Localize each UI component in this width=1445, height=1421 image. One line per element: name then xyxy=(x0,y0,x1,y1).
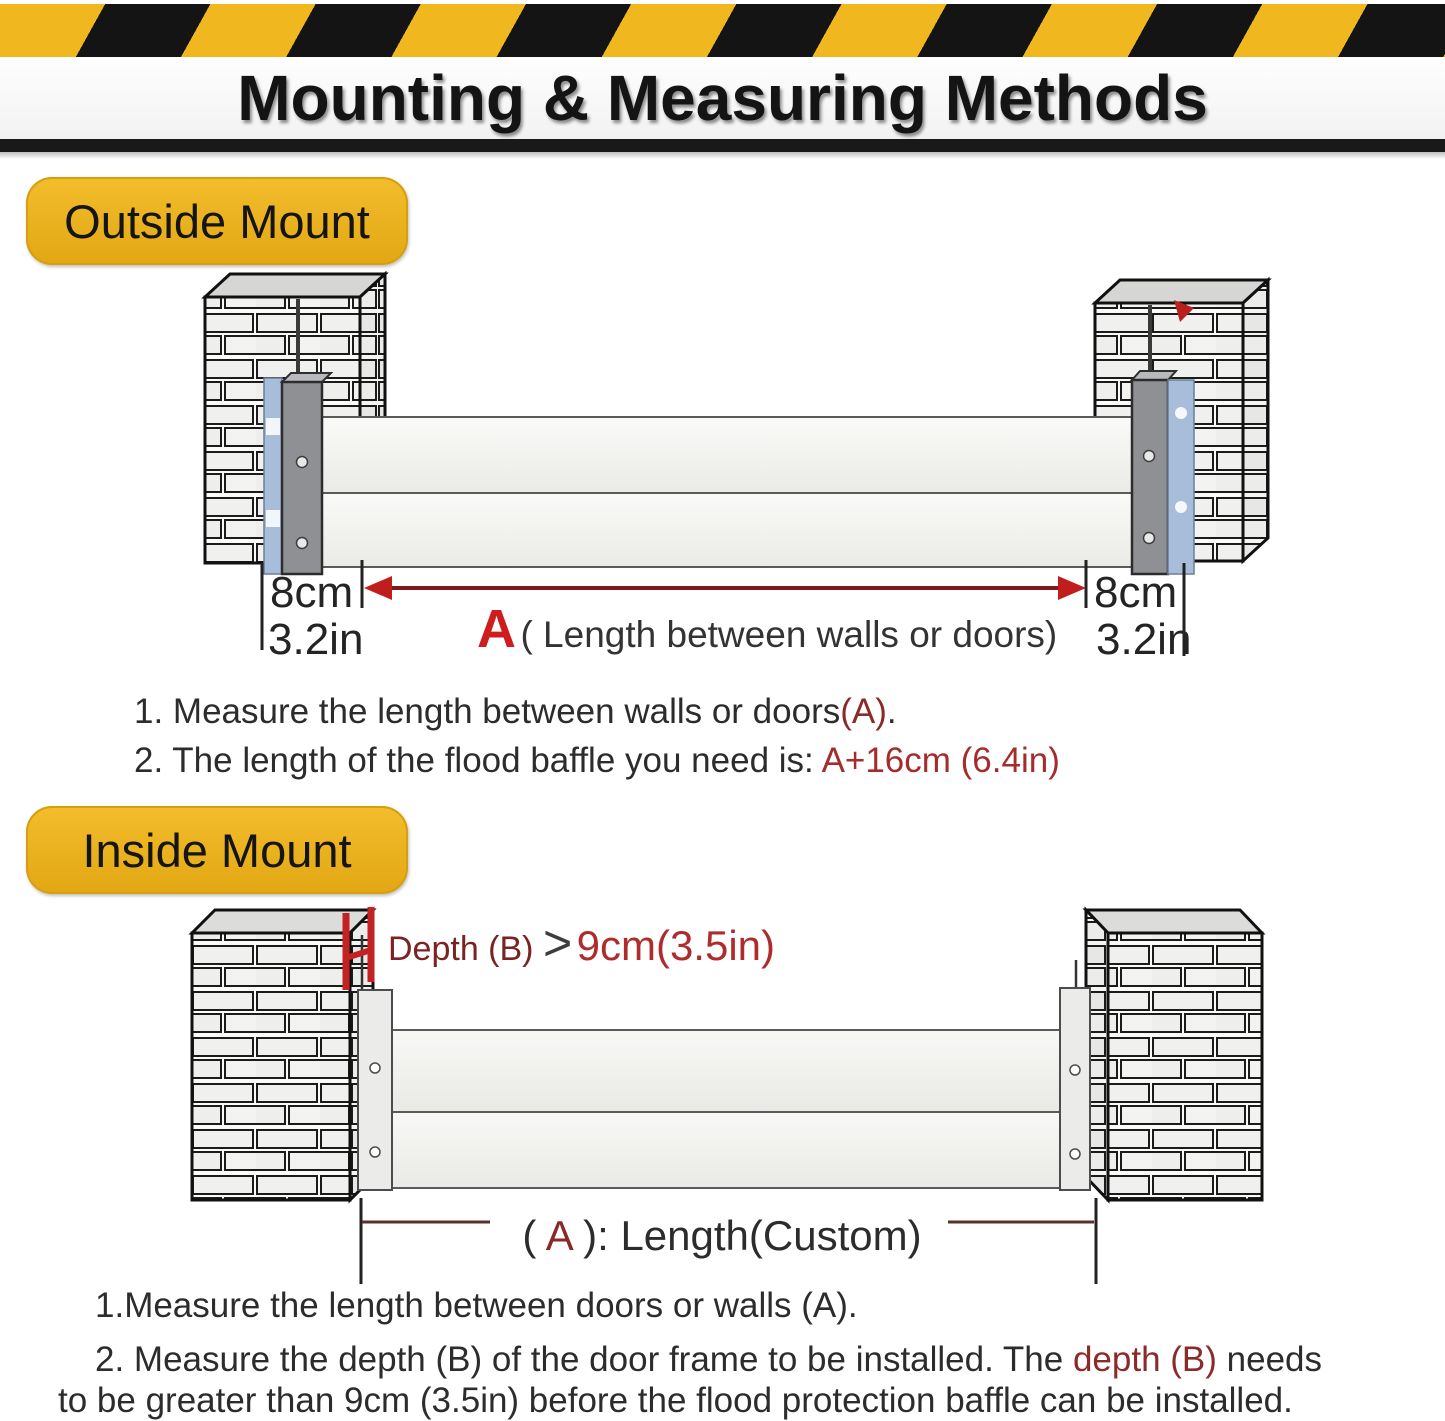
left-offset-in: 3.2in xyxy=(268,615,364,664)
inside-step-2: 2. Measure the depth (B) of the door frame to be installed. The depth (B) needs xyxy=(95,1340,1323,1379)
plate-hole xyxy=(370,1147,380,1157)
span-label: A ( Length between walls or doors) xyxy=(477,599,1058,659)
bracket-hole xyxy=(1144,533,1155,544)
header-divider-bar xyxy=(0,139,1445,152)
inside-mount-badge xyxy=(26,806,408,894)
outside-mount-badge-label: Outside Mount xyxy=(64,194,370,248)
flood-barrier-panels xyxy=(322,417,1132,567)
outside-step-1: 1. Measure the length between walls or doors(A). xyxy=(134,692,897,731)
seal-strip-left xyxy=(264,378,282,574)
right-offset-cm: 8cm xyxy=(1094,568,1178,617)
mounting-plate-right xyxy=(1060,960,1090,1190)
seal-strip-right xyxy=(1168,380,1194,574)
inside-step-3: to be greater than 9cm (3.5in) before the flood protection baffle can be installed. xyxy=(58,1381,1293,1420)
arrowhead-right xyxy=(1058,576,1086,600)
plate-hole xyxy=(1070,1065,1080,1075)
outside-step-2-highlight: A+16cm (6.4in) xyxy=(821,741,1060,780)
header-divider-shadow xyxy=(0,152,1445,159)
title-band xyxy=(0,57,1445,139)
brick-pillar-right xyxy=(1086,910,1262,1200)
outside-step-2: 2. The length of the flood baffle you need is: A+16cm (6.4in) xyxy=(134,741,1060,780)
bracket-hole xyxy=(297,538,308,549)
mounting-plate-left xyxy=(358,935,392,1190)
left-offset-cm: 8cm xyxy=(270,568,354,617)
inside-step-2-highlight: depth (B) xyxy=(1072,1340,1217,1379)
outside-mount-badge xyxy=(26,177,408,265)
length-annotation: ( A ): Length(Custom) xyxy=(522,1212,922,1259)
arrowhead-left xyxy=(364,576,392,600)
inside-step-1: 1.Measure the length between doors or walls (A). xyxy=(95,1286,858,1325)
page-title: Mounting & Measuring Methods xyxy=(237,62,1208,134)
right-offset-in: 3.2in xyxy=(1096,615,1192,664)
bracket-hole xyxy=(1144,451,1155,462)
inside-mount-diagram xyxy=(0,898,1445,1298)
outside-step-1-highlight: (A) xyxy=(840,692,887,731)
inside-mount-badge-label: Inside Mount xyxy=(82,823,352,877)
plate-hole xyxy=(370,1063,380,1073)
plate-hole xyxy=(1070,1149,1080,1159)
bracket-hole xyxy=(297,457,308,468)
outside-mount-diagram xyxy=(0,266,1445,686)
flood-barrier-panels xyxy=(392,1030,1060,1188)
depth-annotation: Depth (B) > 9cm(3.5in) xyxy=(388,915,776,971)
hazard-stripes-banner xyxy=(0,4,1445,59)
